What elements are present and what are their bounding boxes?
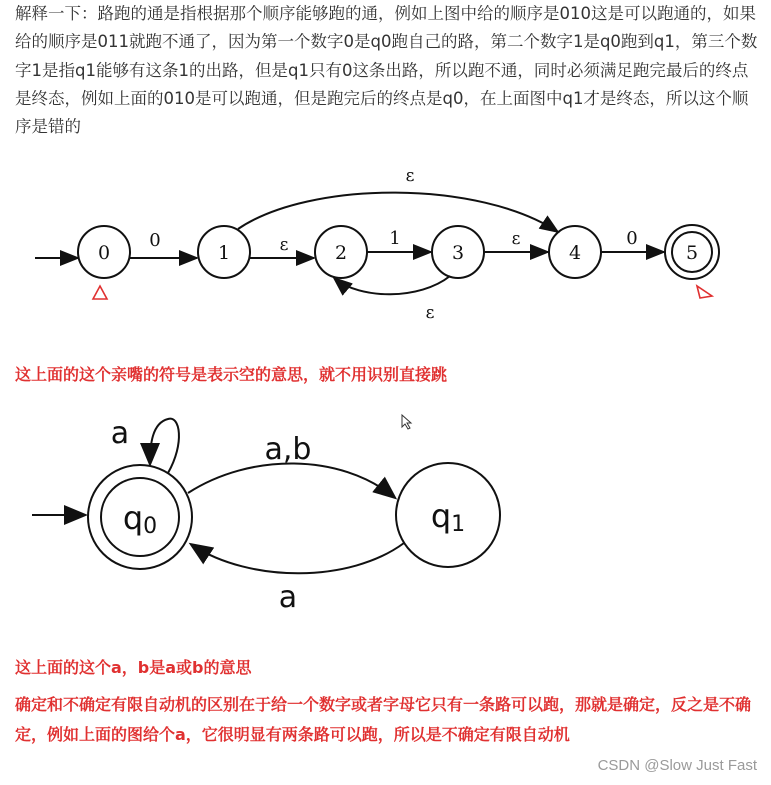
edge-q0-q1 (188, 463, 394, 497)
state-5-label: 5 (685, 242, 699, 264)
q0-letter: q (122, 499, 144, 537)
edge-2-3-label: 1 (389, 228, 401, 249)
state-3-label: 3 (451, 242, 465, 264)
self-loop-q0 (150, 419, 179, 473)
q0-subscript: 0 (143, 514, 158, 539)
state-0-label: 0 (97, 242, 111, 264)
state-3 (432, 226, 484, 278)
edge-0-1-label: 0 (149, 230, 161, 251)
edge-3-2-curve (334, 276, 450, 294)
q1-subscript: 1 (451, 512, 466, 537)
edge-1-2-label: ε (279, 235, 289, 255)
edge-3-4-label: ε (511, 229, 521, 249)
state-0 (78, 226, 130, 278)
edge-1-4-curve (238, 193, 558, 232)
nfa-diagram (0, 162, 771, 332)
state-q0-final (88, 465, 192, 569)
state-1 (198, 226, 250, 278)
state-q1 (396, 463, 500, 567)
edge-3-2-label: ε (425, 303, 435, 323)
self-loop-label: a (110, 416, 130, 451)
edge-4-5-label: 0 (626, 228, 638, 249)
edge-q0-q1-label: a,b (264, 432, 312, 467)
edge-q1-q0-label: a (278, 580, 298, 615)
state-1-label: 1 (217, 242, 231, 264)
mouse-cursor-icon (402, 415, 411, 429)
state-4 (549, 226, 601, 278)
ab-note: 这上面的这个a，b是a或b的意思 (15, 658, 252, 677)
csdn-watermark: CSDN @Slow Just Fast (597, 757, 757, 774)
final-marker-icon (697, 286, 712, 298)
nfa-q0-q1-diagram (0, 405, 771, 625)
explanation-paragraph: 解释一下：路跑的通是指根据那个顺序能够跑的通，例如上图中给的顺序是010这是可以跑通的，如果给的顺序是011就跑不通了，因为第一个数字0是q0跑自己的路，第二个数字1是q0跑到q1，第三个数字1是指q1能够有这条1的出路，但是q1只有0这条出路，所以跑不通，同时必须满足跑完最后的终点是终态，例如上面的010是可以跑通，但是跑完后的终点是q0，在上面图中q1才是终态，所以这个顺序是错的 (15, 4, 758, 137)
q1-letter: q (430, 497, 452, 535)
start-marker-icon (93, 286, 107, 299)
state-5-final (665, 225, 719, 279)
edge-1-4-label: ε (405, 166, 415, 186)
state-2-label: 2 (334, 242, 348, 264)
state-4-label: 4 (568, 242, 582, 264)
edge-q1-q0 (192, 543, 404, 573)
conclusion-paragraph: 确定和不确定有限自动机的区别在于给一个数字或者字母它只有一条路可以跑，那就是确定，反之是不确定，例如上面的图给个a，它很明显有两条路可以跑，所以是不确定有限自动机 (15, 695, 752, 744)
epsilon-note: 这上面的这个亲嘴的符号是表示空的意思，就不用识别直接跳 (15, 365, 448, 384)
state-2 (315, 226, 367, 278)
